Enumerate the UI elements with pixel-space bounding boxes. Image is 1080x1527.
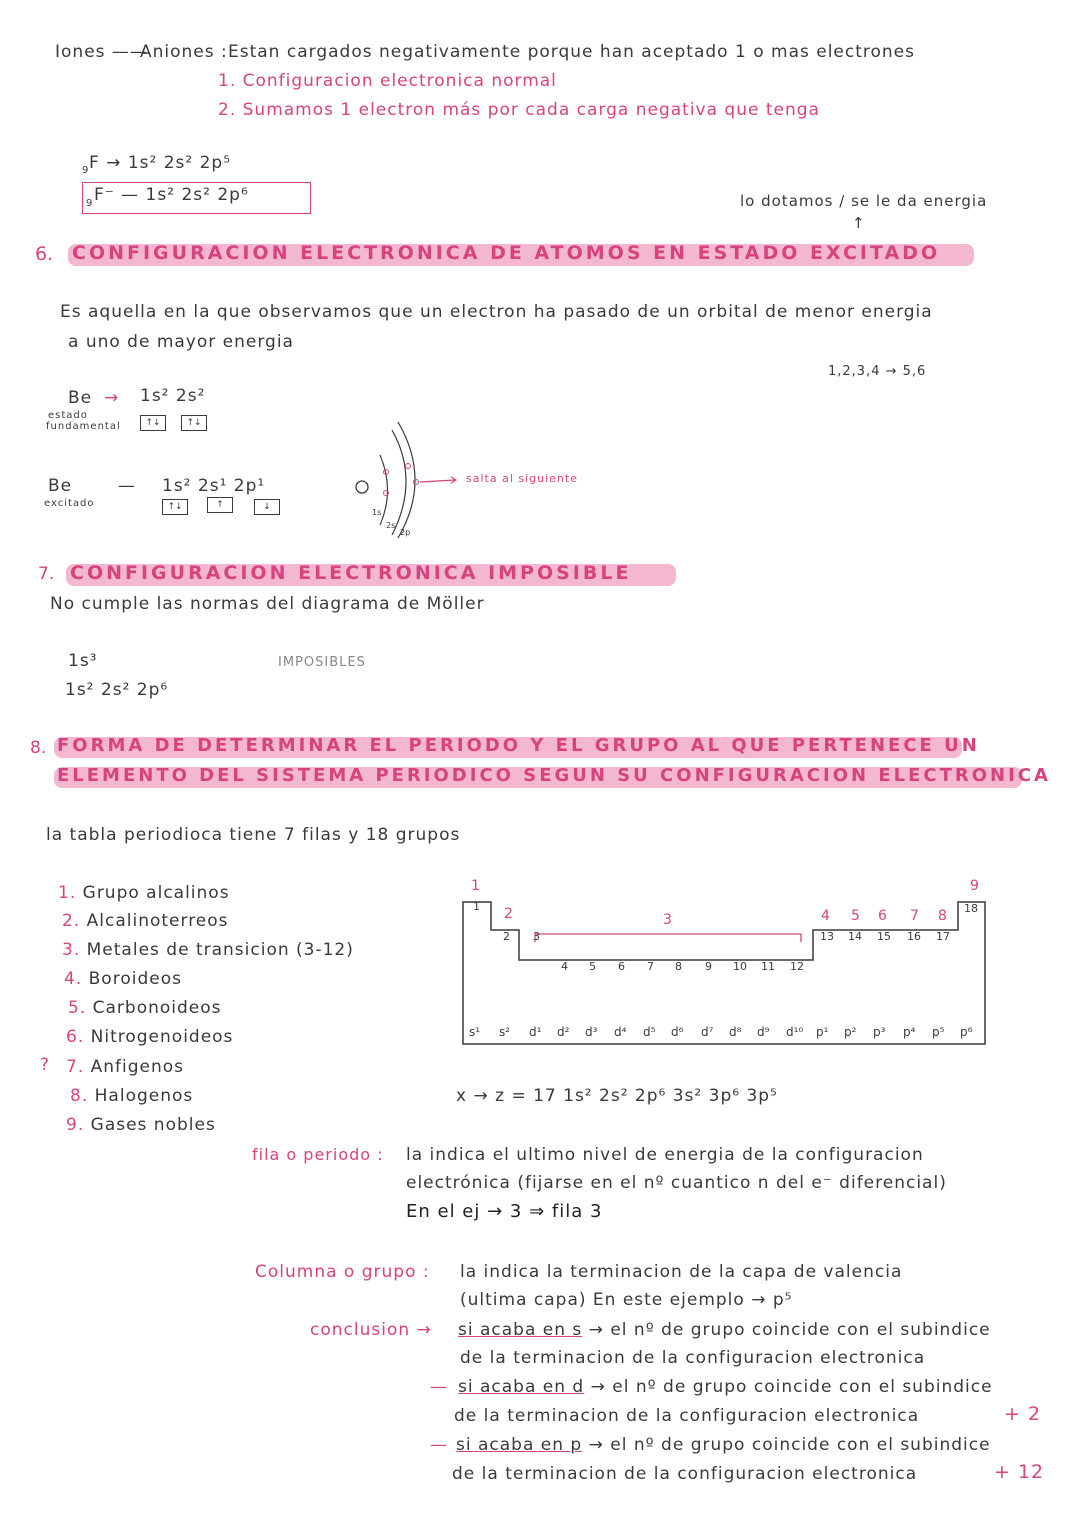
group-item-7: 7. Anfigenos <box>66 1057 185 1077</box>
conclusion-p-line2: de la terminacion de la configuracion electronica <box>452 1464 918 1484</box>
orbit-2s <box>392 430 406 535</box>
block-label: d⁴ <box>614 1025 627 1039</box>
group-number: 8 <box>675 960 682 973</box>
example-config: x → z = 17 1s² 2s² 2p⁶ 3s² 3p⁶ 3p⁵ <box>456 1086 778 1106</box>
group-number: 12 <box>790 960 804 973</box>
section-6-number: 6. <box>35 243 54 265</box>
fila-text-2: electrónica (fijarse en el nº cuantico n del e⁻ diferencial) <box>406 1173 947 1193</box>
block-label: d¹ <box>529 1025 542 1039</box>
energy-arrow: ↑ <box>852 214 866 232</box>
group-item-1: 1. Grupo alcalinos <box>58 883 230 903</box>
energy-order-note: 1,2,3,4 → 5,6 <box>828 364 927 379</box>
group-number: 5 <box>589 960 596 973</box>
aniones-step-1: 1. Configuracion electronica normal <box>218 71 557 91</box>
group-number: 10 <box>733 960 747 973</box>
block-label: p⁵ <box>932 1025 945 1039</box>
orbital-box-1s: ↑↓ <box>140 415 166 431</box>
group-number: 16 <box>907 930 921 943</box>
aniones-definition: Estan cargados negativamente porque han aceptado 1 o mas electrones <box>228 42 916 62</box>
electron <box>414 480 419 485</box>
group-item-4: 4. Boroideos <box>64 969 182 989</box>
group-item-2: 2. Alcalinoterreos <box>62 911 229 931</box>
block-label: p⁴ <box>903 1025 916 1039</box>
transition-bracket <box>535 934 801 942</box>
conclusion-p-dash: — <box>430 1435 448 1455</box>
group-number: 15 <box>877 930 891 943</box>
question-mark: ? <box>40 1055 51 1075</box>
group-number: 11 <box>761 960 775 973</box>
block-label: p² <box>844 1025 857 1039</box>
orbital-box-1s-exc: ↑↓ <box>162 499 188 515</box>
energy-note: lo dotamos / se le da energia <box>740 192 988 210</box>
pink-group-label: 5 <box>851 908 860 924</box>
jump-arrow <box>420 480 455 482</box>
be-fund-arrow: → <box>104 388 120 408</box>
orbital-box-2p-exc: ↓ <box>254 499 280 515</box>
impossible-label: IMPOSIBLES <box>278 655 366 670</box>
be-exc-symbol: Be <box>48 476 73 496</box>
section-8-number: 8. <box>30 738 47 758</box>
conclusion-d-plus: + 2 <box>1004 1403 1042 1425</box>
group-item-6: 6. Nitrogenoideos <box>66 1027 234 1047</box>
orbital-box-2s: ↑↓ <box>181 415 207 431</box>
block-label: d¹⁰ <box>786 1025 804 1039</box>
be-exc-arrow: — <box>118 476 136 496</box>
pink-group-label: 4 <box>821 908 830 924</box>
excitado-label: excitado <box>44 498 95 509</box>
orbit-label-1s: 1s <box>372 508 382 517</box>
conclusion-s: si acaba en s → el nº de grupo coincide con el subindice <box>458 1320 991 1340</box>
group-number: 17 <box>936 930 950 943</box>
group-number: 6 <box>618 960 625 973</box>
section-6-text-1: Es aquella en la que observamos que un electron ha pasado de un orbital de menor energia <box>60 302 933 322</box>
conclusion-s-line2: de la terminacion de la configuracion electronica <box>460 1348 926 1368</box>
nucleus <box>356 481 368 493</box>
fluor-atomic-number: 9 <box>82 165 90 176</box>
group-number: 1 <box>473 900 480 913</box>
block-label: s² <box>499 1025 511 1039</box>
group-number: 9 <box>705 960 712 973</box>
diagram-note: salta al siguiente <box>466 472 578 485</box>
orbit-label-2p: 2p <box>400 528 411 537</box>
group-item-9: 9. Gases nobles <box>66 1115 216 1135</box>
block-label: d⁷ <box>701 1025 714 1039</box>
electron <box>406 464 411 469</box>
columna-text-1: la indica la terminacion de la capa de valencia <box>460 1262 903 1282</box>
fluor-config: F → 1s² 2s² 2p⁵ <box>89 153 232 173</box>
be-fund-symbol: Be <box>68 388 93 408</box>
table-intro: la tabla periodioca tiene 7 filas y 18 grupos <box>46 825 461 845</box>
conclusion-label: conclusion → <box>310 1320 432 1340</box>
block-label: d⁸ <box>729 1025 742 1039</box>
section-7-number: 7. <box>38 564 55 584</box>
section-7-title: CONFIGURACION ELECTRONICA IMPOSIBLE <box>70 562 632 584</box>
conclusion-d-line2: de la terminacion de la configuracion electronica <box>454 1406 920 1426</box>
block-label: d⁶ <box>671 1025 684 1039</box>
group-number: 4 <box>561 960 568 973</box>
section-8-title-2: ELEMENTO DEL SISTEMA PERIODICO SEGUN SU CONFIGURACION ELECTRONICA <box>57 765 1051 786</box>
group-number: 18 <box>964 902 978 915</box>
be-fund-config: 1s² 2s² <box>140 386 206 406</box>
fila-example: En el ej → 3 ⇒ fila 3 <box>406 1201 603 1222</box>
block-label: p³ <box>873 1025 886 1039</box>
section-8-title-1: FORMA DE DETERMINAR EL PERIODO Y EL GRUPO AL QUE PERTENECE UN <box>57 735 980 756</box>
block-label: d⁵ <box>643 1025 656 1039</box>
pink-group-label: 3 <box>663 912 672 928</box>
block-label: d⁹ <box>757 1025 770 1039</box>
pink-group-label: 8 <box>938 908 947 924</box>
fila-text-1: la indica el ultimo nivel de energia de la configuracion <box>406 1145 924 1165</box>
fluoride-atomic-number: 9 <box>86 198 94 209</box>
iones-label: Iones —— <box>55 42 148 62</box>
group-number: 2 <box>503 930 510 943</box>
orbit-label-2s: 2s <box>386 521 396 530</box>
fluoride-config: F⁻ — 1s² 2s² 2p⁶ <box>94 185 249 205</box>
section-6-text-2: a uno de mayor energia <box>68 332 294 352</box>
periodic-table-sketch <box>455 872 995 1052</box>
aniones-step-2: 2. Sumamos 1 electron más por cada carga negativa que tenga <box>218 100 820 120</box>
conclusion-d: si acaba en d → el nº de grupo coincide con el subindice <box>458 1377 993 1397</box>
section-6-title: CONFIGURACION ELECTRONICA DE ATOMOS EN ESTADO EXCITADO <box>72 242 941 264</box>
block-label: p¹ <box>816 1025 829 1039</box>
table-outline <box>463 902 985 1044</box>
orbit-diagram <box>350 420 610 540</box>
fila-label: fila o periodo : <box>252 1145 384 1164</box>
pink-group-label: 2 <box>504 906 513 922</box>
pink-group-label: 9 <box>970 878 979 894</box>
impossible-example-2: 1s² 2s² 2p⁶ <box>65 680 169 700</box>
group-item-5: 5. Carbonoideos <box>68 998 222 1018</box>
pink-group-label: 1 <box>471 878 480 894</box>
block-label: p⁶ <box>960 1025 973 1039</box>
pink-group-label: 7 <box>910 908 919 924</box>
columna-label: Columna o grupo : <box>255 1262 430 1282</box>
conclusion-p-plus: + 12 <box>994 1461 1045 1483</box>
orbital-box-2s-exc: ↑ <box>207 497 233 513</box>
aniones-title: Aniones : <box>140 42 228 62</box>
group-number: 7 <box>647 960 654 973</box>
block-label: d² <box>557 1025 570 1039</box>
block-label: d³ <box>585 1025 598 1039</box>
conclusion-p: si acaba en p → el nº de grupo coincide con el subindice <box>456 1435 991 1455</box>
group-item-3: 3. Metales de transicion (3-12) <box>62 940 354 960</box>
fundamental-label: fundamental <box>46 421 121 432</box>
pink-group-label: 6 <box>878 908 887 924</box>
block-label: s¹ <box>469 1025 481 1039</box>
group-number: 13 <box>820 930 834 943</box>
columna-text-2: (ultima capa) En este ejemplo → p⁵ <box>460 1290 793 1310</box>
section-7-text: No cumple las normas del diagrama de Möller <box>50 594 485 614</box>
group-number: 14 <box>848 930 862 943</box>
conclusion-d-dash: — <box>430 1377 448 1397</box>
estado-label: estado <box>48 410 88 421</box>
group-item-8: 8. Halogenos <box>70 1086 194 1106</box>
impossible-example-1: 1s³ <box>68 651 98 671</box>
be-exc-config: 1s² 2s¹ 2p¹ <box>162 476 266 496</box>
group-number: 3 <box>533 930 540 943</box>
